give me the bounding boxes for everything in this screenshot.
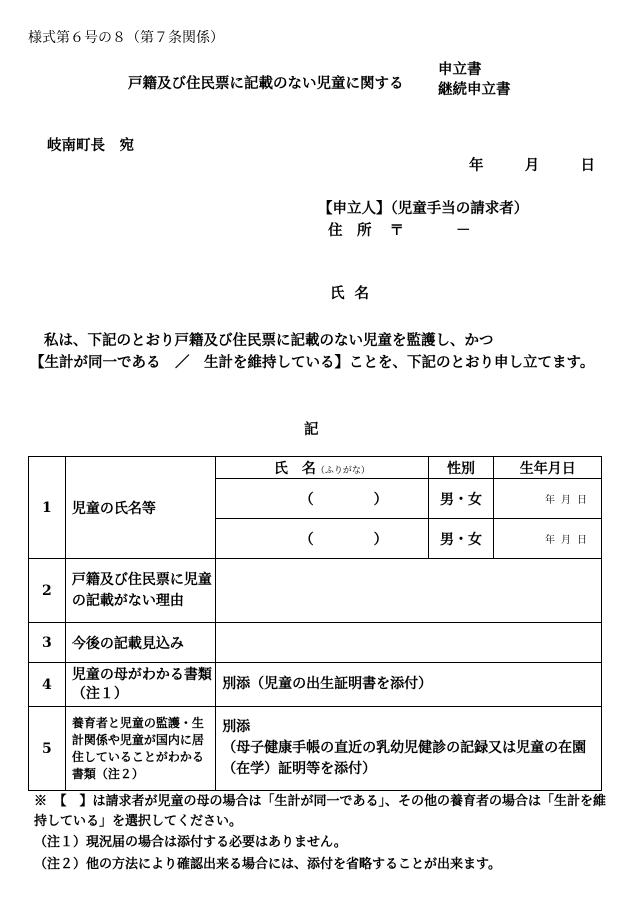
address-field[interactable]: [328, 219, 471, 240]
custody-docs-content-2: （母子健康手帳の直近の乳幼児健診の記録又は児童の在園（在学）証明等を添付）: [222, 740, 587, 777]
child-dob-field-1[interactable]: 年 月 日: [494, 479, 602, 519]
note-2: （注２）他の方法により確認出来る場合には、添付を省略することが出来ます。: [34, 857, 501, 872]
name-field-label: 氏名: [330, 285, 379, 302]
child-sex-field-2[interactable]: 男・女: [428, 519, 494, 559]
details-table: [28, 456, 602, 791]
header-name: 氏 名（ふりがな）: [216, 457, 428, 479]
postal-dash: －: [456, 222, 471, 239]
date-year-label: 年: [469, 157, 484, 174]
postal-mark: 〒: [389, 222, 404, 239]
outlook-field[interactable]: [216, 623, 602, 663]
row-number-3: 3: [29, 623, 66, 663]
child-name-field-1[interactable]: （ ）: [216, 479, 428, 519]
date-field[interactable]: [469, 154, 595, 175]
custody-docs-content-1: 別添: [222, 719, 251, 735]
note-1: （注１）現況届の場合は添付する必要はありません。: [34, 835, 347, 850]
form-number: 様式第６号の８（第７条関係）: [28, 30, 224, 46]
child-dob-field-2[interactable]: 年 月 日: [494, 519, 602, 559]
form-type-option-continuation[interactable]: 継続申立書: [438, 81, 511, 98]
row-label-reason: 戸籍及び住民票に児童の記載がない理由: [65, 559, 215, 623]
row-number-5: 5: [29, 707, 66, 791]
header-name-ruby: （ふりがな）: [315, 465, 370, 476]
row-label-child-name: 児童の氏名等: [65, 457, 215, 559]
addressee: 岐南町長 宛: [47, 137, 134, 154]
custody-docs-content: [216, 707, 602, 791]
note-star: ※ 【 】は請求者が児童の母の場合は「生計が同一である」、その他の養育者の場合は「生計を維持している」を選択してください。: [34, 794, 607, 829]
row-number-4: 4: [29, 663, 66, 707]
row-label-outlook: 今後の記載見込み: [65, 623, 215, 663]
ki-heading: 記: [304, 421, 319, 438]
form-title: 戸籍及び住民票に記載のない児童に関する: [128, 75, 404, 92]
header-dob: 生年月日: [494, 457, 602, 479]
row-number-1: 1: [29, 457, 66, 559]
child-sex-field-1[interactable]: 男・女: [428, 479, 494, 519]
mother-docs-content: 別添（児童の出生証明書を添付）: [216, 663, 602, 707]
row-label-mother-docs: 児童の母がわかる書類（注１）: [65, 663, 215, 707]
reason-field[interactable]: [216, 559, 602, 623]
declaration-line-2: 【生計が同一である ／ 生計を維持している】ことを、下記のとおり申し立てます。: [30, 354, 595, 371]
declaration-text: [30, 330, 605, 374]
row-number-2: 2: [29, 559, 66, 623]
date-month-label: 月: [524, 157, 540, 174]
declaration-line-1: 私は、下記のとおり戸籍及び住民票に記載のない児童を監護し、かつ: [44, 332, 494, 349]
form-type-option-application[interactable]: 申立書: [438, 61, 482, 78]
header-sex: 性別: [428, 457, 494, 479]
applicant-label: 【申立人】（児童手当の請求者）: [318, 200, 529, 217]
child-name-field-2[interactable]: （ ）: [216, 519, 428, 559]
row-label-custody-docs: 養育者と児童の監護・生計関係や児童が国内に居住していることがわかる書類（注２）: [65, 707, 215, 791]
address-label: 住 所: [328, 222, 372, 239]
date-day-label: 日: [580, 157, 595, 174]
